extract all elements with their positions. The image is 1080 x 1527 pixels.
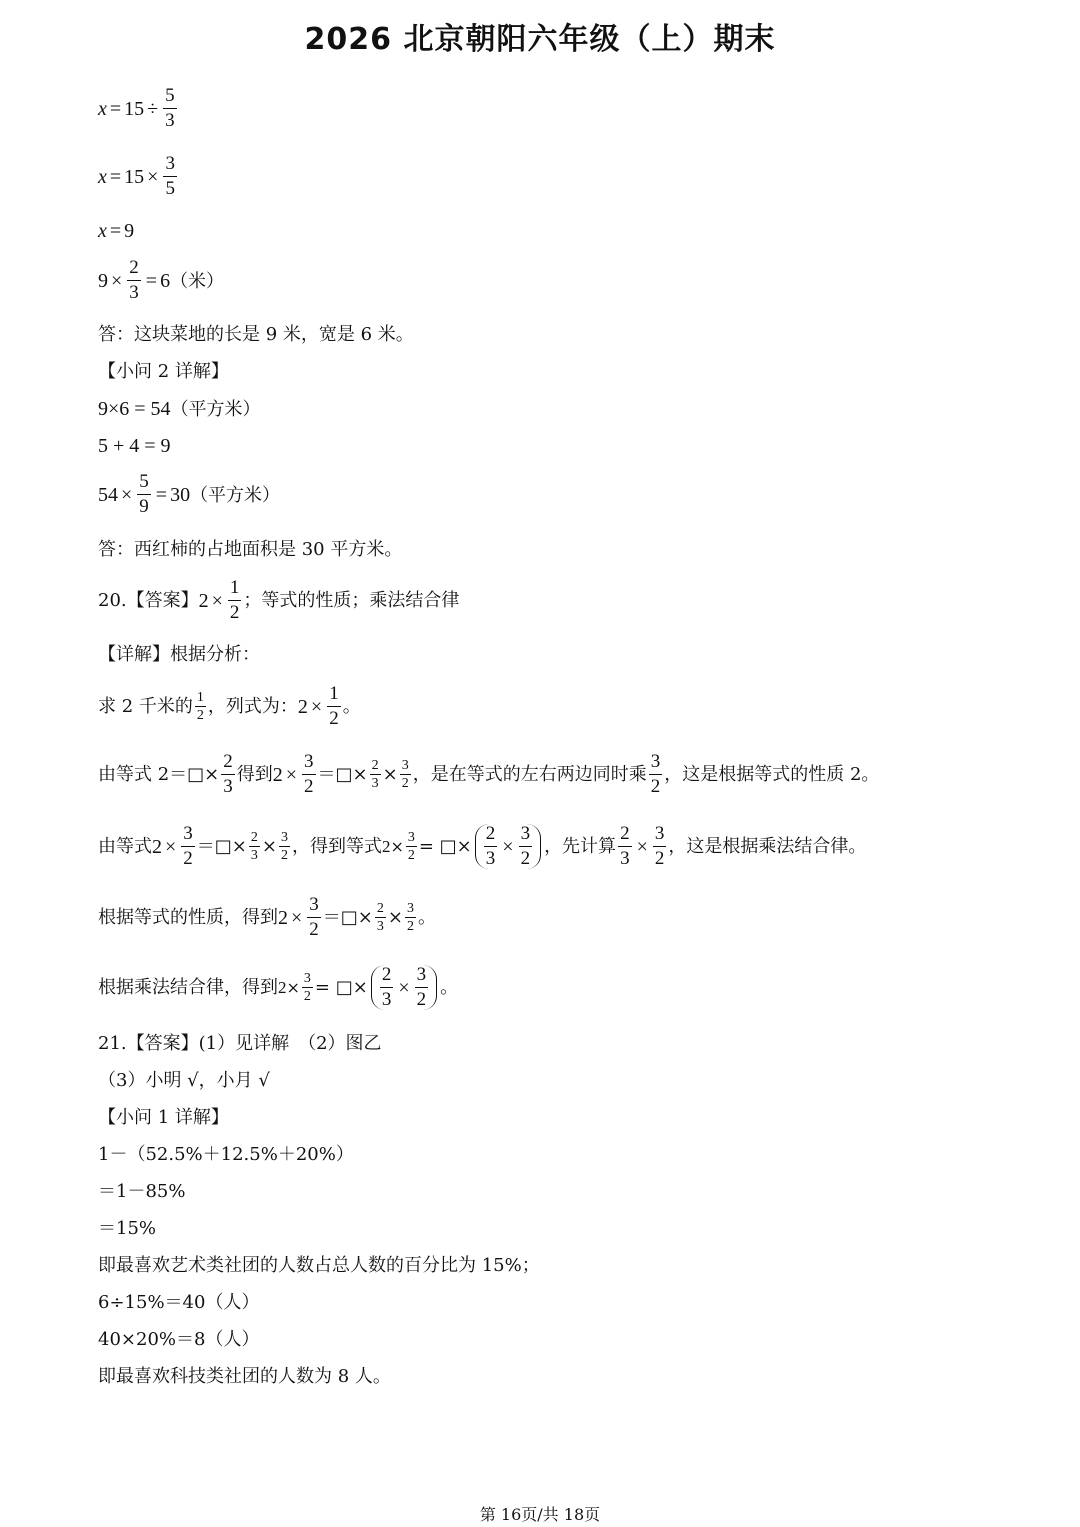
- equation-step-2: [98, 154, 179, 199]
- fraction-denominator: 3: [223, 776, 233, 797]
- divide-sign: ÷: [147, 97, 159, 120]
- parenthesized-group: [371, 965, 437, 1010]
- fraction-denominator: 3: [381, 989, 392, 1010]
- multiply-sign: ×: [382, 763, 398, 785]
- section-header: 【小问 1 详解】: [98, 1107, 229, 1128]
- fraction: [380, 965, 394, 1010]
- fraction-numerator: 1: [329, 683, 339, 704]
- fraction-numerator: 2: [371, 758, 379, 773]
- fraction-numerator: 3: [650, 751, 661, 772]
- fraction: [163, 86, 177, 131]
- page-footer: 第 16页/共 18页: [479, 1505, 601, 1524]
- number: 2: [152, 835, 162, 858]
- fraction-denominator: 2: [280, 848, 288, 863]
- multiply-sign: ×: [310, 695, 323, 718]
- multiply-sign: ×: [165, 835, 177, 858]
- fraction: [519, 824, 533, 869]
- equation-line: [98, 435, 171, 457]
- text-segment: ＝□×: [196, 835, 247, 857]
- fraction-numerator: 3: [406, 901, 414, 916]
- fraction-denominator: 2: [196, 708, 204, 723]
- fraction: [195, 690, 206, 723]
- equals-sign: =: [109, 97, 122, 120]
- detail-header: 【详解】根据分析：: [98, 644, 260, 665]
- expression: 5 + 4 = 9: [98, 435, 171, 457]
- fraction-numerator: 3: [407, 830, 415, 845]
- fraction-numerator: 3: [416, 964, 427, 985]
- equation-line: [98, 398, 261, 420]
- calc-line: 40×20%＝8（人）: [98, 1329, 260, 1350]
- number: 9: [98, 269, 108, 292]
- detail-line: [98, 965, 458, 1010]
- fraction: [163, 154, 177, 199]
- text-segment: ，是在等式的左右两边同时乘: [412, 763, 647, 785]
- fraction: [400, 758, 411, 791]
- answer-text: 答：西红柿的占地面积是 30 平方米。: [98, 539, 403, 560]
- text-segment: ，这是根据等式的性质 2。: [664, 763, 880, 785]
- question-21-answer-part3: （3）小明 √，小月 √: [98, 1070, 270, 1091]
- text-segment: 根据等式的性质，得到: [98, 906, 278, 928]
- fraction-numerator: 3: [280, 830, 288, 845]
- fraction-denominator: 3: [250, 848, 258, 863]
- fraction-denominator: 3: [376, 919, 384, 934]
- detail-line: [98, 895, 436, 940]
- variable-x: x: [98, 97, 107, 120]
- fraction-denominator: 2: [406, 919, 414, 934]
- parenthesized-group: [475, 824, 541, 869]
- detail-line: [98, 684, 361, 729]
- fraction-denominator: 2: [329, 708, 339, 729]
- multiply-sign: ×: [211, 589, 223, 612]
- fraction-numerator: 3: [401, 758, 409, 773]
- calc-line: 6÷15%＝40（人）: [98, 1292, 260, 1313]
- number: 54: [98, 483, 118, 506]
- question-20-answer: [98, 578, 459, 623]
- fraction-numerator: 2: [376, 901, 384, 916]
- equation-step-3: [98, 220, 134, 242]
- text-segment: ＝□×: [322, 906, 373, 928]
- fraction-denominator: 2: [407, 848, 415, 863]
- fraction-numerator: 3: [303, 971, 311, 986]
- detail-line: [98, 824, 866, 869]
- fraction-numerator: 2: [620, 823, 630, 844]
- equals-sign: =: [109, 165, 122, 188]
- fraction: [375, 901, 386, 934]
- section-header: 【小问 2 详解】: [98, 361, 229, 382]
- fraction: [137, 472, 151, 517]
- fraction-numerator: 2: [381, 964, 392, 985]
- fraction-denominator: 3: [485, 848, 496, 869]
- fraction: [181, 824, 195, 869]
- answer-suffix: ；等式的性质；乘法结合律: [243, 589, 460, 611]
- equals-sign: =: [155, 483, 168, 506]
- question-21-answer: 21.【答案】(1）见详解 （2）图乙: [98, 1033, 382, 1054]
- fraction-numerator: 2: [129, 257, 139, 278]
- fraction: [618, 824, 632, 869]
- fraction-numerator: 2: [250, 830, 258, 845]
- fraction-numerator: 3: [304, 751, 314, 772]
- result: 30: [170, 483, 191, 506]
- fraction-numerator: 1: [196, 690, 204, 705]
- fraction-numerator: 3: [165, 153, 175, 174]
- unit: （平方米）: [170, 399, 261, 419]
- page-title: 2026 北京朝阳六年级（上）期末: [304, 22, 776, 57]
- expression: 9×6 = 54: [98, 398, 171, 420]
- fraction: [649, 752, 663, 797]
- fraction-numerator: 3: [520, 823, 531, 844]
- multiply-sign: ×: [390, 836, 404, 856]
- equals-sign: =: [109, 220, 122, 242]
- fraction-denominator: 3: [620, 848, 630, 869]
- fraction-denominator: 2: [416, 989, 427, 1010]
- multiply-sign: ×: [111, 269, 123, 292]
- calc-line: ＝15%: [98, 1218, 157, 1239]
- fraction: [302, 752, 316, 797]
- fraction-denominator: 2: [304, 776, 314, 797]
- text-segment: = □×: [418, 835, 472, 857]
- answer-text: 答：这块菜地的长是 9 米，宽是 6 米。: [98, 324, 414, 345]
- fraction: [302, 971, 313, 1004]
- calc-line: 1－（52.5%＋12.5%＋20%）: [98, 1144, 354, 1165]
- text-segment: = □×: [314, 976, 368, 998]
- calc-line: 即最喜欢科技类社团的人数为 8 人。: [98, 1366, 391, 1387]
- unit: （平方米）: [190, 484, 281, 505]
- multiply-sign: ×: [285, 763, 298, 786]
- number: 2: [278, 977, 287, 997]
- unit: （米）: [170, 270, 225, 291]
- multiply-sign: ×: [291, 906, 303, 929]
- text-segment: 由等式: [98, 835, 152, 857]
- number: 15: [124, 97, 145, 120]
- text-segment: 得到: [236, 763, 273, 785]
- calc-line: 即最喜欢艺术类社团的人数占总人数的百分比为 15%；: [98, 1255, 540, 1276]
- text-segment: 。: [342, 695, 361, 717]
- fraction: [406, 830, 417, 863]
- fraction-numerator: 1: [229, 577, 240, 598]
- fraction: [484, 824, 498, 869]
- fraction-denominator: 3: [165, 110, 175, 131]
- fraction-numerator: 5: [165, 85, 175, 106]
- fraction: [221, 752, 235, 797]
- multiply-sign: ×: [387, 906, 403, 928]
- multiply-sign: ×: [147, 165, 159, 188]
- question-number: 20.【答案】: [98, 589, 199, 611]
- fraction-denominator: 2: [309, 919, 319, 940]
- equation-step-1: [98, 86, 179, 131]
- fraction-numerator: 2: [485, 823, 496, 844]
- fraction-denominator: 2: [401, 776, 409, 791]
- calc-line: ＝1－85%: [98, 1181, 186, 1202]
- multiply-sign: ×: [261, 835, 277, 857]
- text-segment: ，先计算: [544, 835, 617, 857]
- multiply-sign: ×: [286, 977, 300, 997]
- number: 2: [198, 589, 209, 612]
- text-segment: ，列式为：: [207, 695, 298, 717]
- number: 2: [297, 695, 308, 718]
- fraction-denominator: 2: [654, 848, 665, 869]
- fraction: [653, 824, 667, 869]
- multiply-sign: ×: [121, 483, 133, 506]
- fraction: [327, 684, 341, 729]
- number: 2: [278, 906, 288, 929]
- fraction: [405, 901, 416, 934]
- fraction: [279, 830, 290, 863]
- detail-line: [98, 752, 879, 797]
- multiply-sign: ×: [502, 835, 514, 858]
- fraction-denominator: 2: [520, 848, 531, 869]
- equation-step-4: [98, 258, 224, 303]
- fraction-denominator: 2: [183, 848, 193, 869]
- fraction-denominator: 3: [371, 776, 379, 791]
- fraction: [249, 830, 260, 863]
- text-segment: ＝□×: [317, 763, 368, 785]
- fraction-numerator: 3: [183, 823, 193, 844]
- equals-sign: =: [145, 269, 158, 292]
- fraction-denominator: 2: [303, 989, 311, 1004]
- fraction-numerator: 3: [654, 823, 665, 844]
- variable-x: x: [98, 165, 107, 188]
- number: 2: [272, 763, 283, 786]
- variable-x: x: [98, 220, 107, 242]
- fraction: [127, 258, 141, 303]
- fraction: [415, 965, 429, 1010]
- fraction: [370, 758, 381, 791]
- text-segment: 求 2 千米的: [98, 695, 193, 717]
- fraction-denominator: 5: [165, 178, 175, 199]
- text-segment: 。: [440, 976, 459, 998]
- fraction: [307, 895, 321, 940]
- number: 2: [381, 836, 391, 856]
- fraction: [228, 578, 242, 623]
- fraction-denominator: 2: [650, 776, 661, 797]
- equation-line: [98, 472, 280, 517]
- number: 15: [124, 165, 145, 188]
- text-segment: 根据乘法结合律，得到: [98, 976, 278, 998]
- multiply-sign: ×: [636, 835, 648, 858]
- number: 9: [124, 220, 135, 242]
- result: 6: [160, 269, 171, 292]
- multiply-sign: ×: [398, 976, 410, 999]
- fraction-denominator: 9: [139, 496, 149, 517]
- fraction-numerator: 2: [223, 751, 233, 772]
- fraction-numerator: 3: [309, 894, 319, 915]
- fraction-denominator: 2: [229, 602, 240, 623]
- fraction-denominator: 3: [129, 282, 139, 303]
- text-segment: ，得到等式: [291, 835, 382, 857]
- text-segment: ，这是根据乘法结合律。: [668, 835, 867, 857]
- text-segment: 由等式 2＝□×: [98, 763, 220, 785]
- text-segment: 。: [417, 906, 436, 928]
- fraction-numerator: 5: [139, 471, 149, 492]
